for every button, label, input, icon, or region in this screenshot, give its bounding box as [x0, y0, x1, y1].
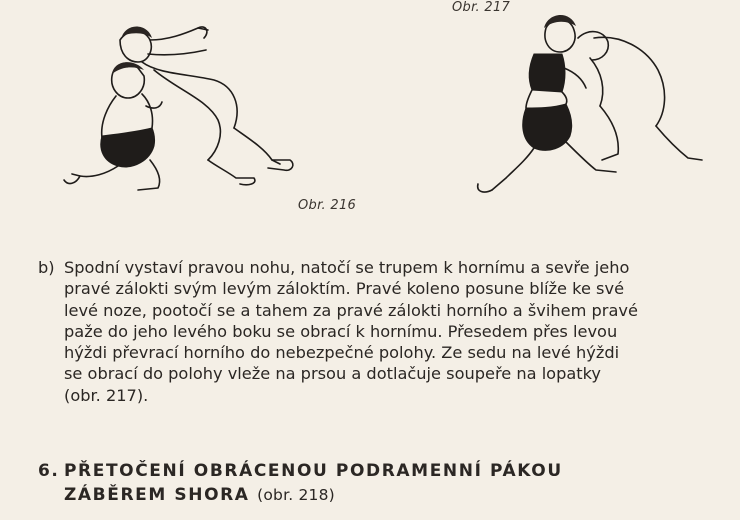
wrestlers-illustration-217: [470, 8, 720, 203]
section-title-line-2-text: ZÁBĚREM SHORA: [64, 485, 250, 505]
paragraph-line: levé noze, pootočí se a tahem za pravé zálokti horního a švihem pravé: [64, 300, 638, 320]
paragraph-line: (obr. 217).: [64, 385, 149, 405]
paragraph-body: [64, 257, 706, 406]
wrestling-drawing-217: [470, 8, 720, 203]
paragraph-line: se obrací do polohy vleže na prsou a dotlačuje soupeře na lopatky: [64, 364, 602, 384]
wrestling-drawing-216: [58, 10, 348, 195]
wrestlers-illustration-216: [58, 10, 348, 195]
section-title-line-1: PŘETOČENÍ OBRÁCENOU PODRAMENNÍ PÁKOU: [64, 461, 563, 481]
figure-217-caption: Obr. 217: [452, 0, 511, 15]
section-title-line-2: [64, 483, 335, 507]
paragraph-line: paže do jeho levého boku se obrací k hornímu. Přesedem přes levou: [64, 321, 618, 341]
section-number: 6.: [38, 461, 60, 481]
paragraph-line: hýždi převrací horního do nebezpečné polohy. Ze sedu na levé hýždi: [64, 343, 620, 363]
paragraph-line: Spodní vystaví pravou nohu, natočí se trupem k hornímu a sevře jeho: [64, 258, 630, 277]
paragraph-line: pravé zálokti svým levým záloktím. Pravé koleno posune blíže ke své: [64, 279, 625, 299]
figure-216-caption: Obr. 216: [298, 198, 357, 213]
figure-reference: (obr. 218): [257, 486, 335, 504]
paragraph-label: b): [38, 258, 55, 277]
